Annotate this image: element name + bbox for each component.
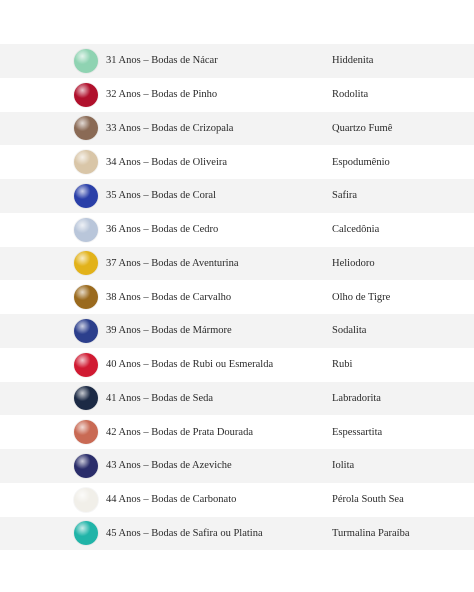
labradorite-gem-icon — [74, 386, 98, 410]
gemstone-label: Turmalina Paraíba — [332, 527, 410, 539]
table-row — [0, 382, 474, 416]
gemstone-label: Sodalita — [332, 325, 367, 337]
table-row — [0, 213, 474, 247]
table-row — [0, 179, 474, 213]
table-row — [0, 145, 474, 179]
anniversary-label: 34 Anos – Bodas de Oliveira — [106, 156, 228, 168]
gemstone-label: Rubi — [332, 359, 353, 371]
gemstone-label: Espessartita — [332, 426, 383, 438]
gemstone-label: Quartzo Fumê — [332, 122, 393, 134]
south-sea-pearl-icon — [74, 488, 98, 512]
anniversary-label: 32 Anos – Bodas de Pinho — [106, 89, 218, 101]
rhodolite-gem-icon — [74, 83, 98, 107]
table-row — [0, 415, 474, 449]
anniversary-label: 41 Anos – Bodas de Seda — [106, 392, 214, 404]
gemstone-label: Labradorita — [332, 392, 381, 404]
spodumene-gem-icon — [74, 150, 98, 174]
gemstone-label: Safira — [332, 190, 358, 202]
anniversary-label: 38 Anos – Bodas de Carvalho — [106, 291, 232, 303]
hiddenite-gem-icon — [74, 49, 98, 73]
anniversary-label: 40 Anos – Bodas de Rubi ou Esmeralda — [106, 359, 274, 371]
ruby-gem-icon — [74, 353, 98, 377]
table-row — [0, 78, 474, 112]
gemstone-label: Rodolita — [332, 89, 369, 101]
chalcedony-gem-icon — [74, 218, 98, 242]
anniversary-label: 42 Anos – Bodas de Prata Dourada — [106, 426, 253, 438]
anniversary-label: 37 Anos – Bodas de Aventurina — [106, 257, 239, 269]
anniversary-gem-table — [0, 44, 474, 550]
gemstone-label: Iolita — [332, 460, 355, 472]
tigers-eye-gem-icon — [74, 285, 98, 309]
anniversary-label: 43 Anos – Bodas de Azeviche — [106, 460, 232, 472]
gemstone-label: Espodumênio — [332, 156, 390, 168]
table-row — [0, 449, 474, 483]
iolite-gem-icon — [74, 454, 98, 478]
anniversary-label: 45 Anos – Bodas de Safira ou Platina — [106, 527, 263, 539]
table-row — [0, 348, 474, 382]
spessartite-gem-icon — [74, 420, 98, 444]
anniversary-label: 36 Anos – Bodas de Cedro — [106, 224, 219, 236]
heliodor-gem-icon — [74, 251, 98, 275]
gemstone-label: Pérola South Sea — [332, 494, 404, 506]
anniversary-label: 31 Anos – Bodas de Nácar — [106, 55, 218, 67]
table-row — [0, 44, 474, 78]
sapphire-gem-icon — [74, 184, 98, 208]
table-row — [0, 280, 474, 314]
table-row — [0, 112, 474, 146]
gemstone-label: Olho de Tigre — [332, 291, 391, 303]
gemstone-label: Hiddenita — [332, 55, 374, 67]
table-row — [0, 247, 474, 281]
anniversary-label: 35 Anos – Bodas de Coral — [106, 190, 216, 202]
table-row — [0, 314, 474, 348]
paraiba-tourmaline-gem-icon — [74, 521, 98, 545]
anniversary-label: 33 Anos – Bodas de Crizopala — [106, 122, 234, 134]
table-row — [0, 517, 474, 551]
table-row — [0, 483, 474, 517]
anniversary-label: 44 Anos – Bodas de Carbonato — [106, 494, 237, 506]
gemstone-label: Heliodoro — [332, 257, 375, 269]
gemstone-label: Calcedônia — [332, 224, 380, 236]
anniversary-label: 39 Anos – Bodas de Mármore — [106, 325, 232, 337]
sodalite-gem-icon — [74, 319, 98, 343]
smoky-quartz-gem-icon — [74, 116, 98, 140]
